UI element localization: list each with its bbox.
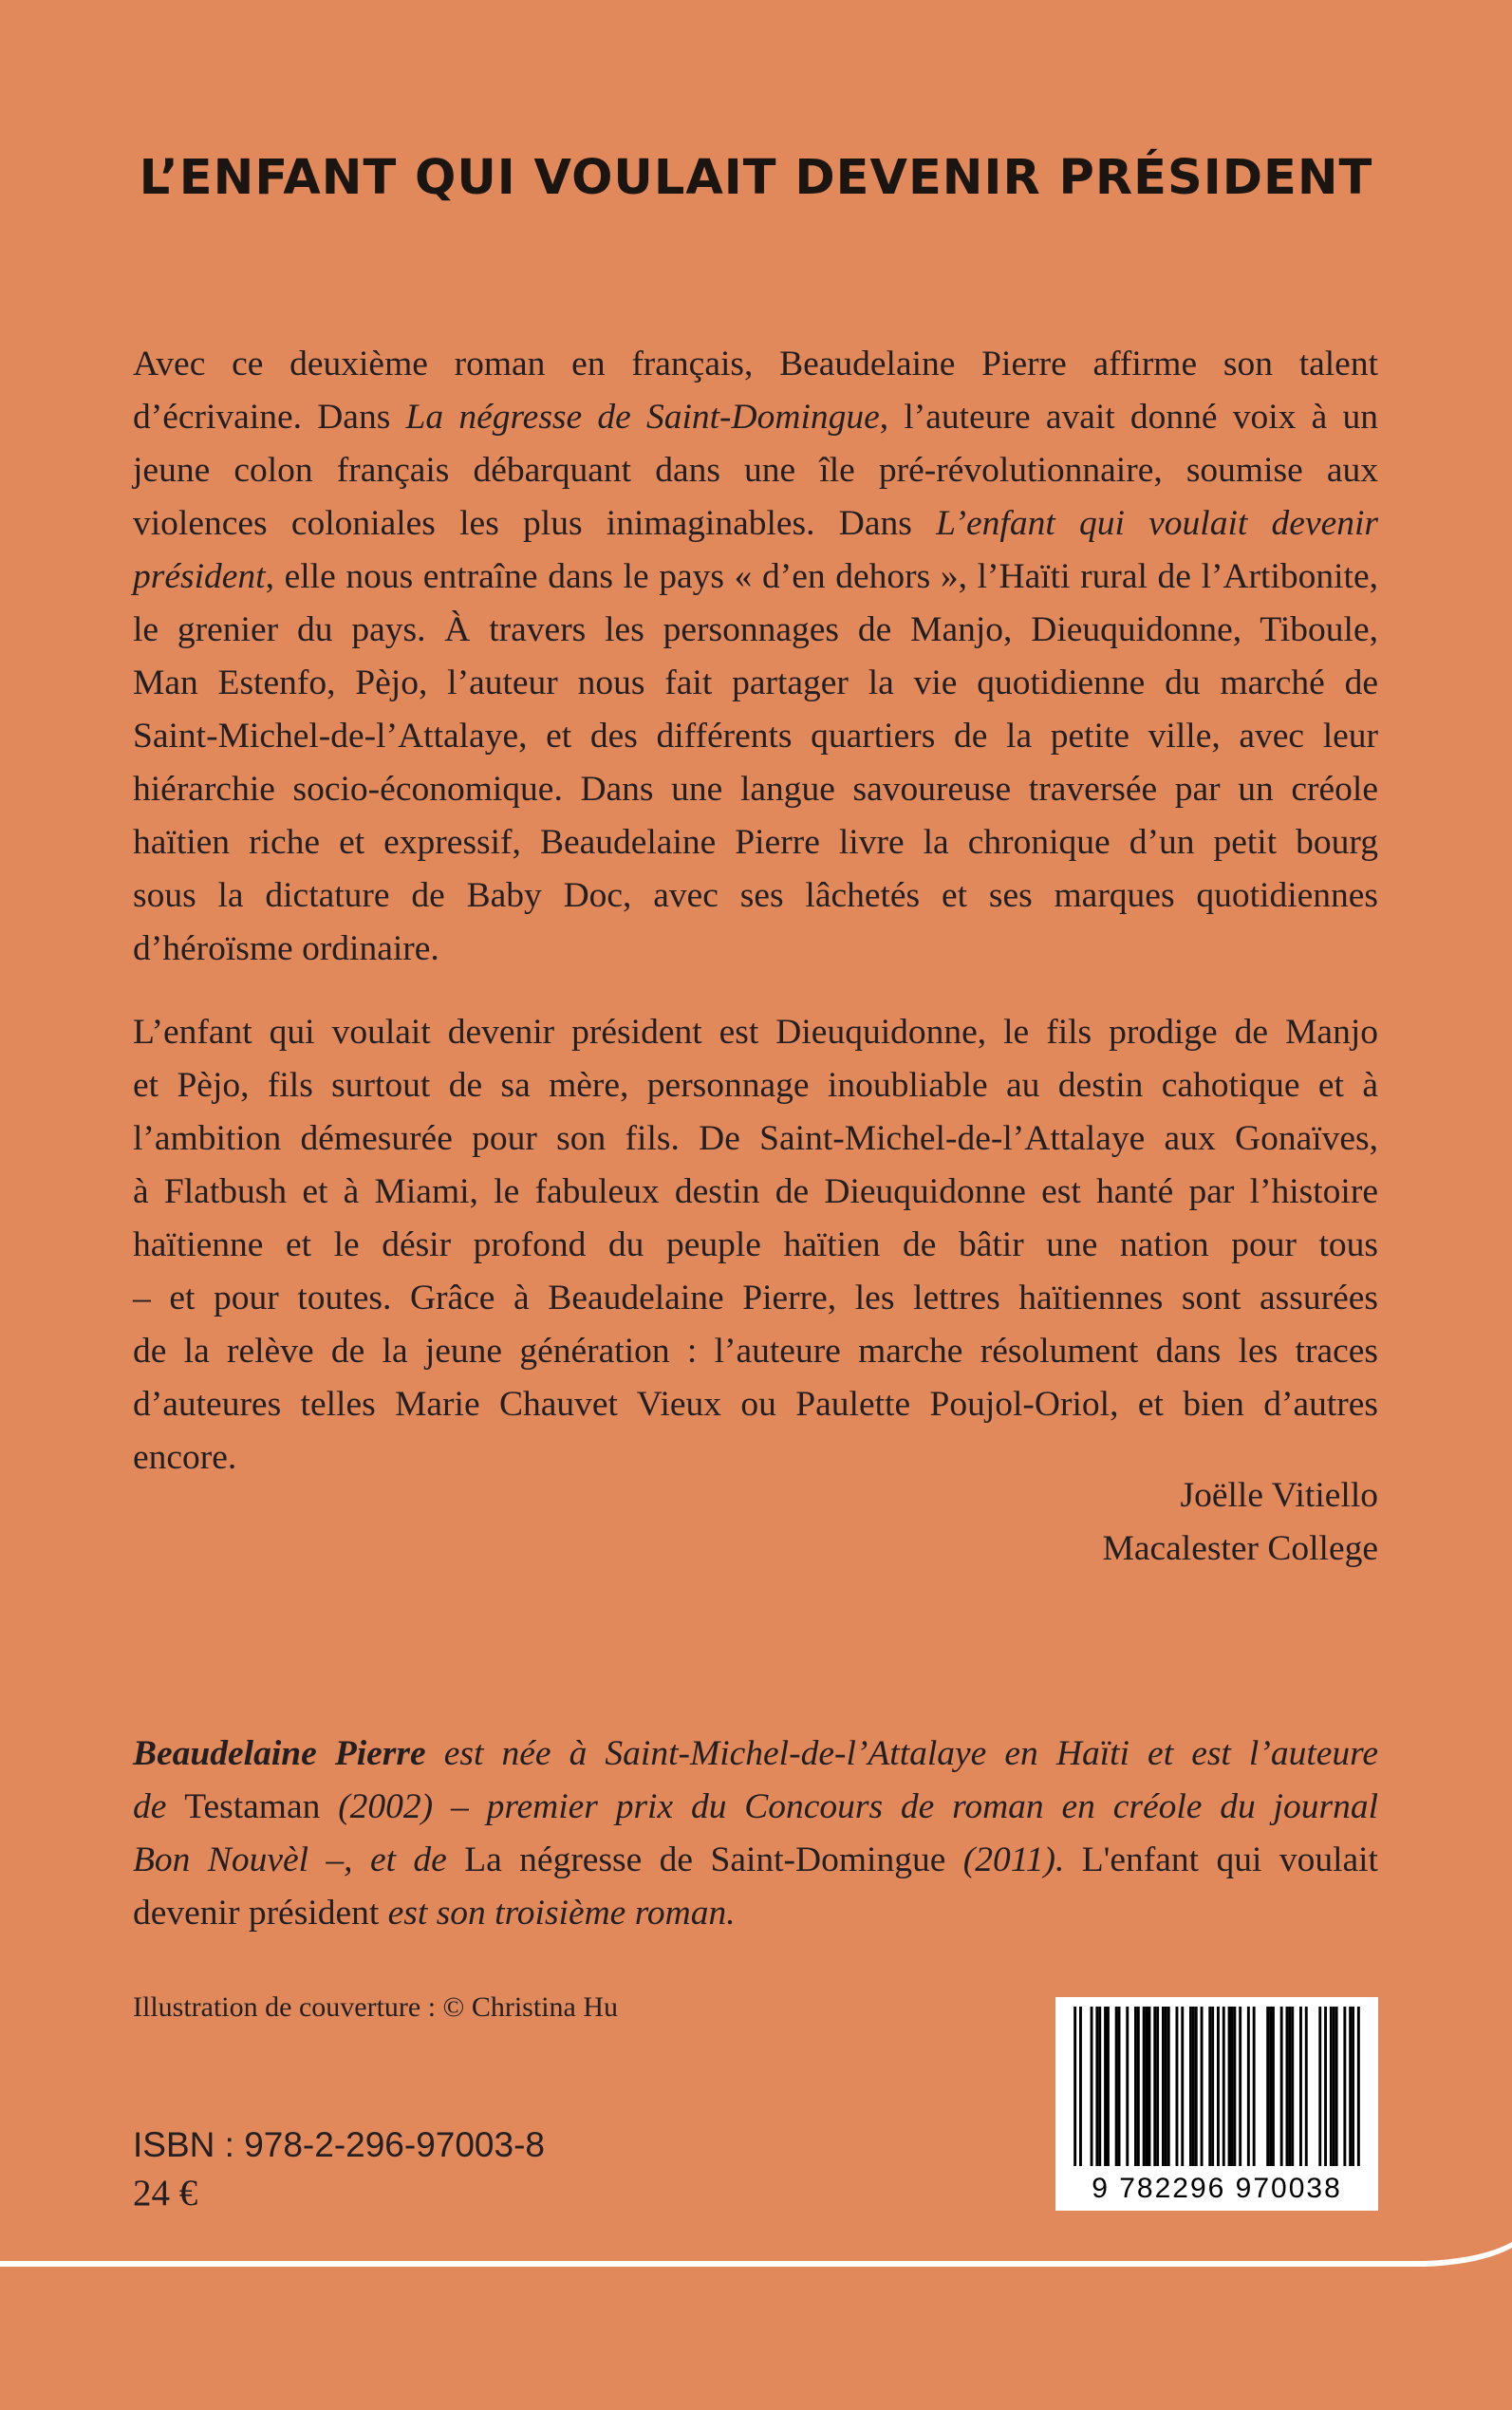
- barcode-bar: [1291, 2007, 1294, 2166]
- author-bio: [133, 1728, 1378, 1940]
- barcode-bar: [1107, 2007, 1110, 2166]
- text-line: Beaudelaine Pierre est née à Saint-Michel-de-l’Attalaye en Haïti et est l’auteure: [133, 1734, 1379, 1773]
- barcode-bar: [1228, 2007, 1231, 2166]
- barcode-bar: [1299, 2007, 1302, 2166]
- text-line: Saint-Michel-de-l’Attalaye, et des différents quartiers de la petite ville, avec leur: [133, 717, 1378, 756]
- barcode-bar: [1330, 2007, 1333, 2166]
- barcode-bar: [1324, 2007, 1327, 2166]
- review-signature: [1103, 1469, 1379, 1576]
- text-line: et Pèjo, fils surtout de sa mère, personnage inoubliable au destin cahotique et à: [133, 1066, 1378, 1105]
- text-line: président, elle nous entraîne dans le pays « d’en dehors », l’Haïti rural de l’Artibonite,: [133, 557, 1378, 596]
- barcode-bar: [1098, 2007, 1101, 2166]
- barcode-bar: [1091, 2007, 1093, 2166]
- barcode-bar: [1201, 2007, 1204, 2166]
- text-line: L’enfant qui voulait devenir président est Dieuquidonne, le fils prodige de Manjo: [133, 1013, 1378, 1052]
- text-line: sous la dictature de Baby Doc, avec ses lâchetés et ses marques quotidiennes: [133, 876, 1378, 915]
- barcode-bar: [1095, 2007, 1098, 2166]
- barcode: [1055, 1997, 1378, 2211]
- price-label: 24 €: [133, 2173, 198, 2214]
- barcode-bar: [1126, 2007, 1129, 2166]
- barcode-bar: [1073, 2007, 1076, 2166]
- barcode-bar: [1208, 2007, 1211, 2166]
- barcode-bar: [1156, 2007, 1159, 2166]
- barcode-bar: [1343, 2007, 1346, 2166]
- text-line: d’auteures telles Marie Chauvet Vieux ou Paulette Poujol-Oriol, et bien d’autres: [133, 1385, 1378, 1424]
- description-paragraph-1: [133, 338, 1378, 976]
- barcode-bar: [1115, 2007, 1118, 2166]
- text-line: le grenier du pays. À travers les personnages de Manjo, Dieuquidonne, Tiboule,: [133, 610, 1378, 649]
- barcode-bar: [1189, 2007, 1192, 2166]
- novel-title-italic: La négresse de Saint-Domingue: [405, 398, 880, 437]
- barcode-bar: [1335, 2007, 1338, 2166]
- text-line: l’ambition démesurée pour son fils. De Saint-Michel-de-l’Attalaye aux Gonaïves,: [133, 1119, 1378, 1158]
- text-line: encore.: [133, 1438, 237, 1477]
- barcode-bar: [1143, 2007, 1146, 2166]
- text-line: de Testaman (2002) – premier prix du Concours de roman en créole du journal: [133, 1787, 1378, 1826]
- barcode-bar: [1223, 2007, 1225, 2166]
- barcode-bar: [1211, 2007, 1214, 2166]
- barcode-bar: [1349, 2007, 1352, 2166]
- barcode-bar: [1162, 2007, 1165, 2166]
- text-line: Avec ce deuxième roman en français, Beaudelaine Pierre affirme son talent: [133, 345, 1378, 383]
- text-line: hiérarchie socio-économique. Dans une langue savoureuse traversée par un créole: [133, 770, 1378, 809]
- text-line: d’écrivaine. Dans La négresse de Saint-Domingue, l’auteure avait donné voix à un: [133, 398, 1378, 437]
- novel-title-italic: L’enfant qui voulait devenir: [936, 504, 1378, 543]
- barcode-bar: [1104, 2007, 1107, 2166]
- barcode-bar: [1239, 2007, 1241, 2166]
- barcode-bar: [1272, 2007, 1275, 2166]
- text-line: devenir président est son troisième roman.: [133, 1894, 736, 1933]
- barcode-bar: [1165, 2007, 1167, 2166]
- barcode-bar: [1247, 2007, 1250, 2166]
- barcode-bar: [1333, 2007, 1335, 2166]
- barcode-bar: [1192, 2007, 1195, 2166]
- text-line: – et pour toutes. Grâce à Beaudelaine Pierre, les lettres haïtiennes sont assurées: [133, 1279, 1378, 1317]
- barcode-bar: [1118, 2007, 1121, 2166]
- barcode-bar: [1195, 2007, 1198, 2166]
- novel-title-italic: président: [133, 557, 266, 596]
- text-line: violences coloniales les plus inimaginables. Dans L’enfant qui voulait devenir: [133, 504, 1378, 543]
- barcode-bar: [1288, 2007, 1291, 2166]
- barcode-bar: [1266, 2007, 1269, 2166]
- barcode-bar: [1280, 2007, 1283, 2166]
- author-name: Beaudelaine Pierre: [133, 1734, 426, 1773]
- text-line: haïtienne et le désir profond du peuple haïtien de bâtir une nation pour tous: [133, 1225, 1378, 1264]
- barcode-bar: [1269, 2007, 1272, 2166]
- text-line: d’héroïsme ordinaire.: [133, 929, 439, 968]
- text-line: haïtien riche et expressif, Beaudelaine Pierre livre la chronique d’un petit bourg: [133, 823, 1378, 862]
- barcode-bar: [1231, 2007, 1234, 2166]
- book-title-roman: La négresse de Saint-Domingue: [464, 1840, 946, 1879]
- barcode-bar: [1146, 2007, 1148, 2166]
- barcode-bar: [1318, 2007, 1321, 2166]
- barcode-bar: [1217, 2007, 1220, 2166]
- text-line: Man Estenfo, Pèjo, l’auteur nous fait partager la vie quotidienne du marché de: [133, 663, 1378, 702]
- barcode-bar: [1137, 2007, 1140, 2166]
- barcode-bar: [1305, 2007, 1308, 2166]
- barcode-bar: [1167, 2007, 1170, 2166]
- reviewer-affiliation: Macalester College: [1102, 1529, 1378, 1568]
- barcode-digits: 9 782296 970038: [1092, 2173, 1342, 2204]
- barcode-bar: [1357, 2007, 1360, 2166]
- decorative-swoosh-rule: [0, 2240, 1512, 2278]
- text-line: à Flatbush et à Miami, le fabuleux destin de Dieuquidonne est hanté par l’histoire: [133, 1172, 1378, 1211]
- reviewer-name: Joëlle Vitiello: [1180, 1476, 1378, 1515]
- barcode-bar: [1253, 2007, 1256, 2166]
- barcode-bar: [1176, 2007, 1179, 2166]
- book-title-roman: Testaman: [184, 1787, 321, 1826]
- barcode-bar: [1286, 2007, 1289, 2166]
- barcode-bar: [1148, 2007, 1151, 2166]
- barcode-bar: [1153, 2007, 1156, 2166]
- book-title: L’ENFANT QUI VOULAIT DEVENIR PRÉSIDENT: [139, 150, 1373, 206]
- cover-illustration-credit: Illustration de couverture : © Christina Hu: [133, 1991, 619, 2023]
- description-paragraph-2: [133, 1006, 1378, 1485]
- text-line: jeune colon français débarquant dans une île pré-révolutionnaire, soumise aux: [133, 451, 1378, 490]
- barcode-bar: [1134, 2007, 1137, 2166]
- text-line: Bon Nouvèl –, et de La négresse de Saint-Domingue (2011). L'enfant qui voulait: [133, 1840, 1378, 1879]
- barcode-bar: [1181, 2007, 1184, 2166]
- barcode-bar: [1233, 2007, 1236, 2166]
- barcode-bar: [1079, 2007, 1082, 2166]
- isbn-label: ISBN : 978-2-296-97003-8: [133, 2125, 545, 2164]
- barcode-bar: [1352, 2007, 1354, 2166]
- text-line: de la relève de la jeune génération : l’auteure marche résolument dans les traces: [133, 1332, 1378, 1371]
